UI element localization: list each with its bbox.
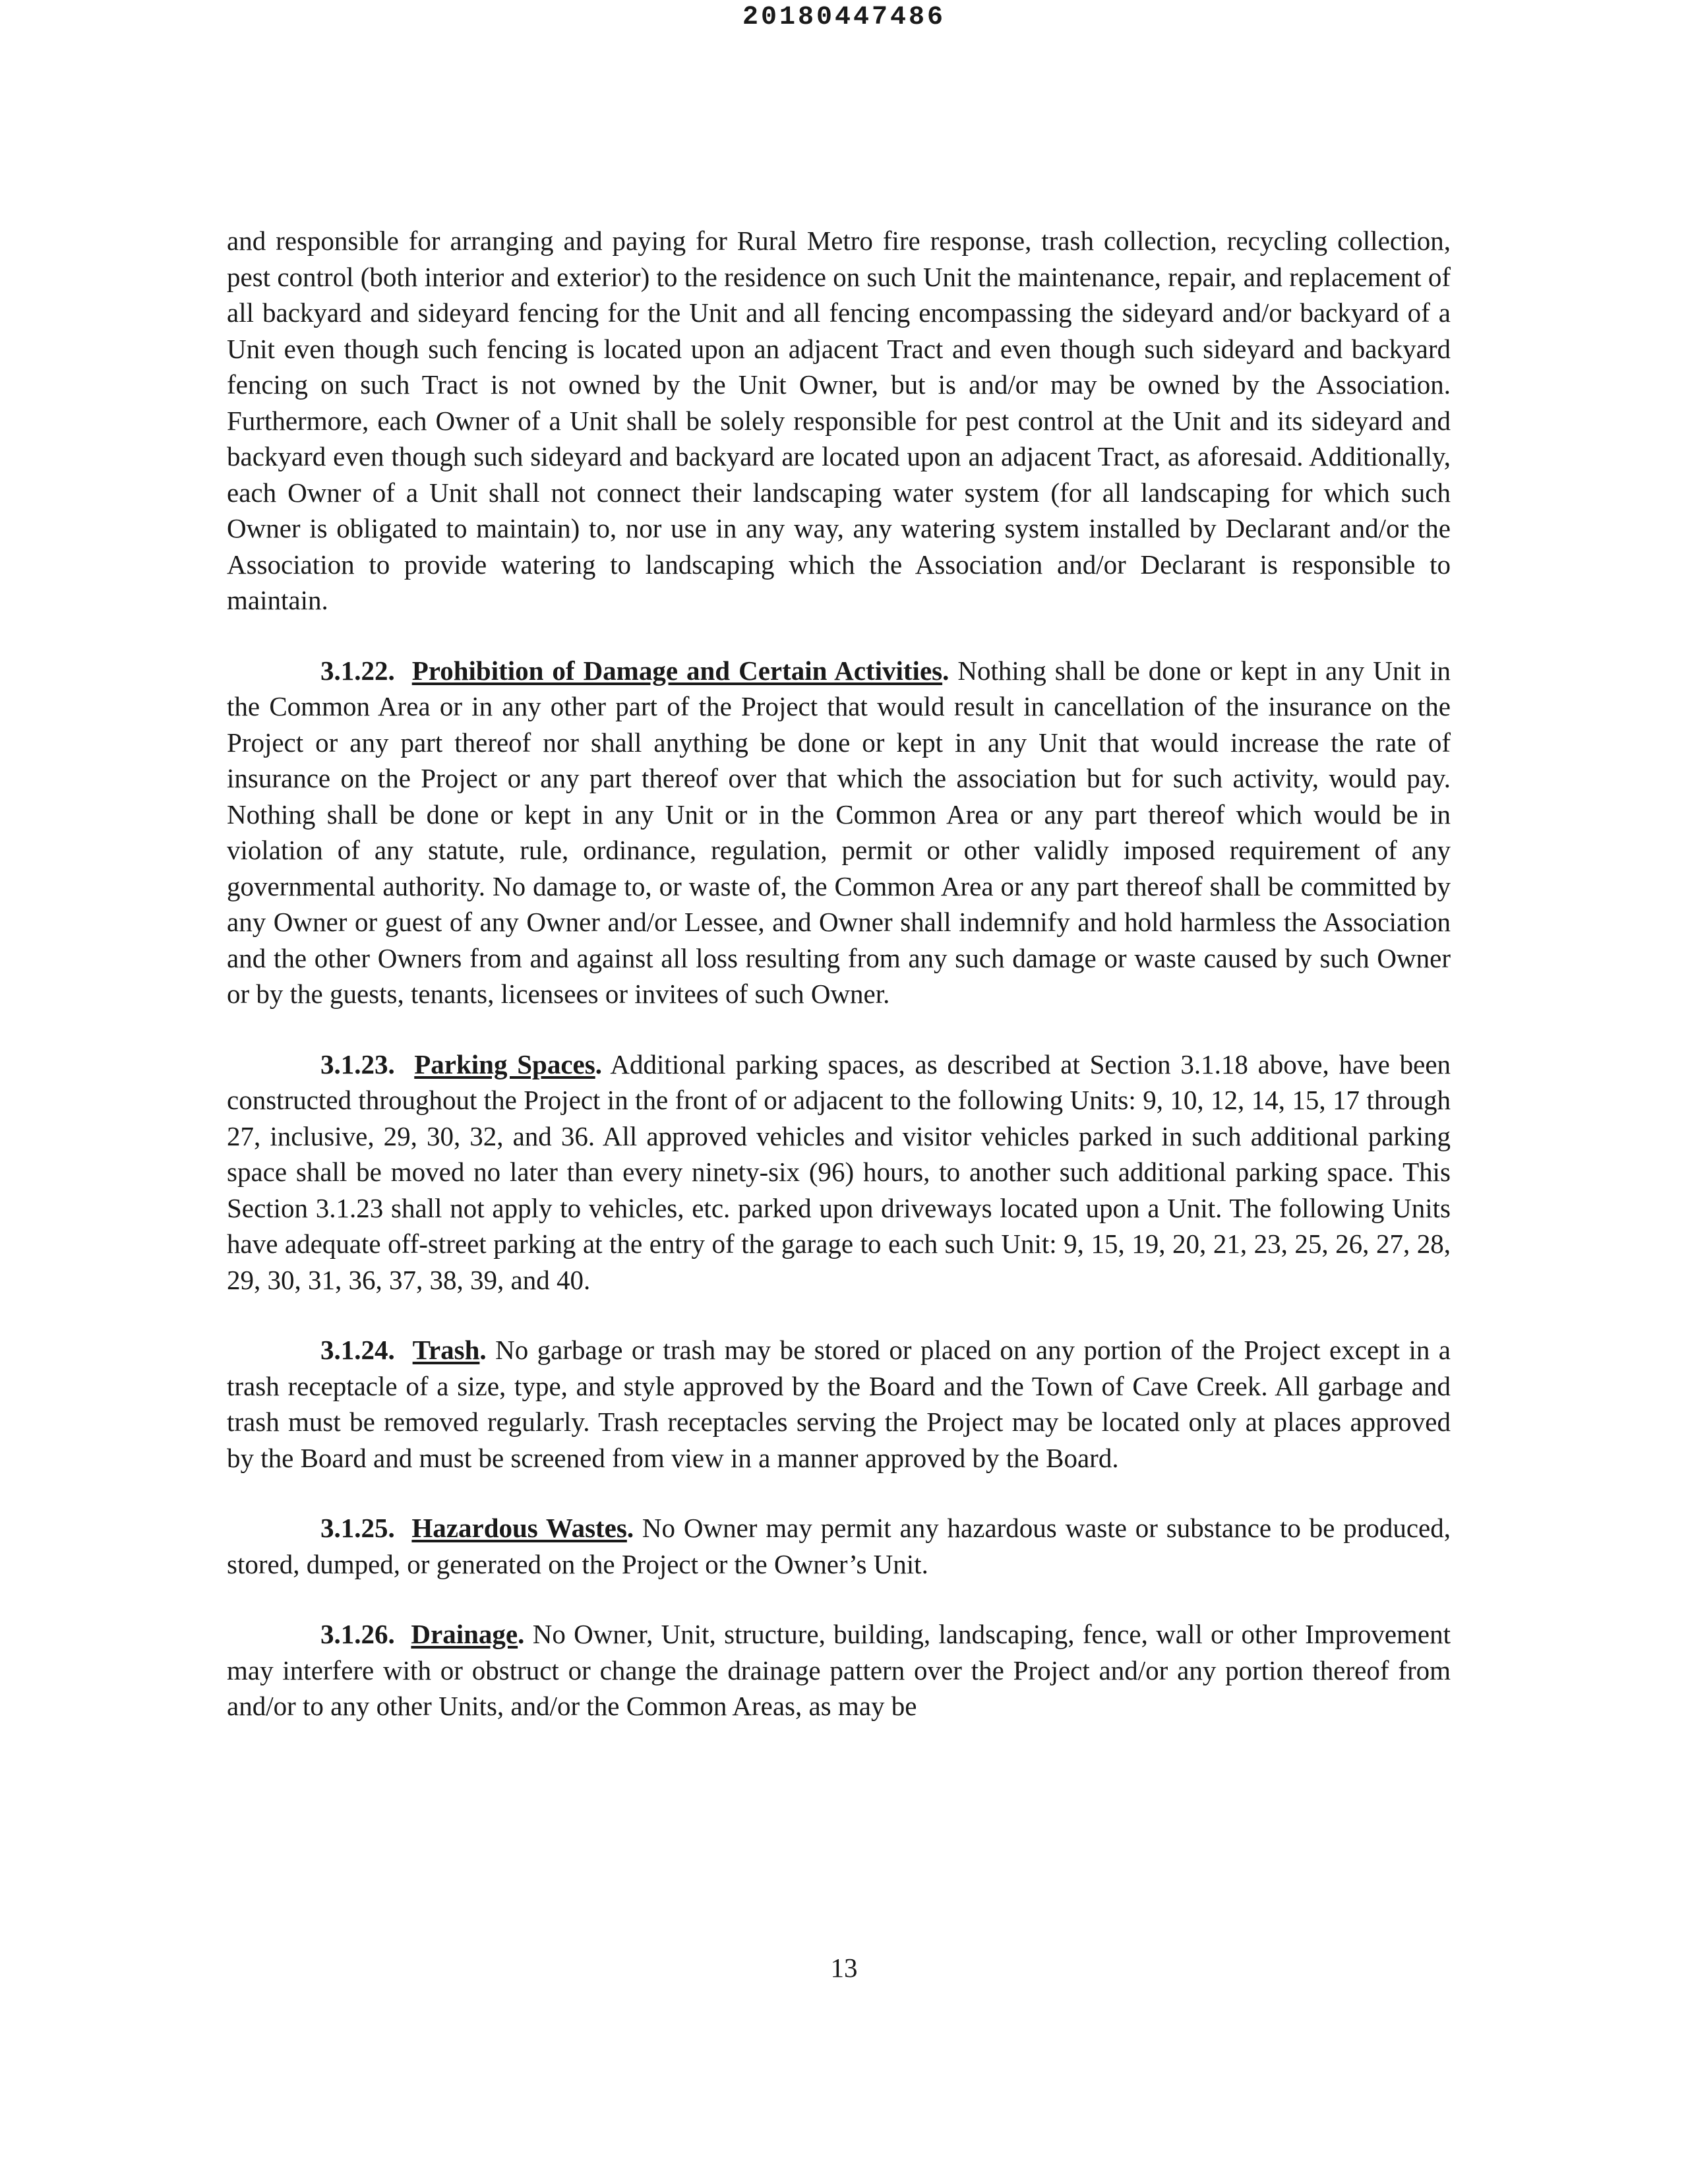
- section-text: Nothing shall be done or kept in any Unit in the Common Area or in any other part of the Project that would result in cancellation of the insurance on the Project or any part thereof nor shall anything be done or kept in any Unit that would increase the rate of insurance on the Project or any part thereof over that which the association but for such activity, would pay. Nothing shall be done or kept in any Unit or in the Common Area or any part thereof which would be in violation of any statute, rule, ordinance, regulation, permit or other validly imposed requirement of any governmental authority. No damage to, or waste of, the Common Area or any part thereof shall be committed by any Owner or guest of any Owner and/or Lessee, and Owner shall indemnify and hold harmless the Association and the other Owners from and against all loss resulting from any such damage or waste caused by such Owner or by the guests, tenants, licensees or invitees of such Owner.: [227, 655, 1451, 1009]
- section-number: 3.1.26.: [320, 1619, 395, 1649]
- section-heading: Trash: [412, 1335, 480, 1365]
- section-text: Additional parking spaces, as described at Section 3.1.18 above, have been constructed throughout the Project in the front of or adjacent to the following Units: 9, 10, 12, 14, 15, 17 through 27, inclusive, 29, 30, 32, and 36. All approved vehicles and visitor vehicles parked in such additional parking space shall be moved no later than every ninety-six (96) hours, to another such additional parking space. This Section 3.1.23 shall not apply to vehicles, etc. parked upon driveways located upon a Unit. The following Units have adequate off-street parking at the entry of the garage to each such Unit: 9, 15, 19, 20, 21, 23, 25, 26, 27, 28, 29, 30, 31, 36, 37, 38, 39, and 40.: [227, 1048, 1451, 1295]
- section-heading: Parking Spaces: [414, 1048, 595, 1079]
- document-body: [227, 223, 1451, 1724]
- section-heading: Drainage: [411, 1619, 518, 1649]
- section-number: 3.1.23.: [320, 1048, 395, 1079]
- section-text: No garbage or trash may be stored or placed on any portion of the Project except in a trash receptacle of a size, type, and style approved by the Board and the Town of Cave Creek. All garbage and trash must be removed regularly. Trash receptacles serving the Project may be located only at places approved by the Board and must be screened from view in a manner approved by the Board.: [227, 1335, 1451, 1473]
- page-number: 13: [830, 1953, 858, 1983]
- section-heading: Prohibition of Damage and Certain Activities: [411, 655, 943, 686]
- section-3-1-24: 3.1.24. Trash. No garbage or trash may be stored or placed on any portion of the Project except in a trash receptacle of a size, type, and style approved by the Board and the Town of Cave Creek. All garbage and trash must be removed regularly. Trash receptacles serving the Project may be located only at places approved by the Board and must be screened from view in a manner approved by the Board.: [227, 1335, 1451, 1473]
- paragraph-continuation: and responsible for arranging and paying for Rural Metro fire response, trash collection, recycling collection, pest control (both interior and exterior) to the residence on such Unit the maintenance, repair, and replacement of all backyard and sideyard fencing for the Unit and all fencing encompassing the sideyard and/or backyard of a Unit even though such fencing is located upon an adjacent Tract and even though such sideyard and backyard fencing on such Tract is not owned by the Unit Owner, but is and/or may be owned by the Association. Furthermore, each Owner of a Unit shall be solely responsible for pest control at the Unit and its sideyard and backyard even though such sideyard and backyard are located upon an adjacent Tract, as aforesaid. Additionally, each Owner of a Unit shall not connect their landscaping water system (for all landscaping for which such Owner is obligated to maintain) to, nor use in any way, any watering system installed by Declarant and/or the Association to provide watering to landscaping which the Association and/or Declarant is responsible to maintain.: [227, 226, 1451, 615]
- section-number: 3.1.24.: [320, 1335, 395, 1365]
- document-number: 20180447486: [742, 3, 946, 32]
- section-number: 3.1.22.: [320, 655, 395, 686]
- section-heading: Hazardous Wastes: [411, 1513, 627, 1543]
- section-text: No Owner, Unit, structure, building, landscaping, fence, wall or other Improvement may interfere with or obstruct or change the drainage pattern over the Project and/or any portion thereof from and/or to any other Units, and/or the Common Areas, as may be: [227, 1619, 1451, 1721]
- section-3-1-23: 3.1.23. Parking Spaces. Additional parking spaces, as described at Section 3.1.18 above, have been constructed throughout the Project in the front of or adjacent to the following Units: 9, 10, 12, 14, 15, 17 through 27, inclusive, 29, 30, 32, and 36. All approved vehicles and visitor vehicles parked in such additional parking space shall be moved no later than every ninety-six (96) hours, to another such additional parking space. This Section 3.1.23 shall not apply to vehicles, etc. parked upon driveways located upon a Unit. The following Units have adequate off-street parking at the entry of the garage to each such Unit: 9, 15, 19, 20, 21, 23, 25, 26, 27, 28, 29, 30, 31, 36, 37, 38, 39, and 40.: [227, 1048, 1451, 1295]
- section-3-1-25: 3.1.25. Hazardous Wastes. No Owner may permit any hazardous waste or substance to be produced, stored, dumped, or generated on the Project or the Owner’s Unit.: [227, 1513, 1451, 1579]
- section-text: No Owner may permit any hazardous waste or substance to be produced, stored, dumped, or generated on the Project or the Owner’s Unit.: [227, 1513, 1451, 1579]
- section-3-1-22: 3.1.22. Prohibition of Damage and Certain Activities. Nothing shall be done or kept in any Unit in the Common Area or in any other part of the Project that would result in cancellation of the insurance on the Project or any part thereof nor shall anything be done or kept in any Unit that would increase the rate of insurance on the Project or any part thereof over that which the association but for such activity, would pay. Nothing shall be done or kept in any Unit or in the Common Area or any part thereof which would be in violation of any statute, rule, ordinance, regulation, permit or other validly imposed requirement of any governmental authority. No damage to, or waste of, the Common Area or any part thereof shall be committed by any Owner or guest of any Owner and/or Lessee, and Owner shall indemnify and hold harmless the Association and the other Owners from and against all loss resulting from any such damage or waste caused by such Owner or by the guests, tenants, licensees or invitees of such Owner.: [227, 655, 1451, 1009]
- section-number: 3.1.25.: [320, 1513, 395, 1543]
- section-3-1-26: 3.1.26. Drainage. No Owner, Unit, structure, building, landscaping, fence, wall or other Improvement may interfere with or obstruct or change the drainage pattern over the Project and/or any portion thereof from and/or to any other Units, and/or the Common Areas, as may be: [227, 1619, 1451, 1721]
